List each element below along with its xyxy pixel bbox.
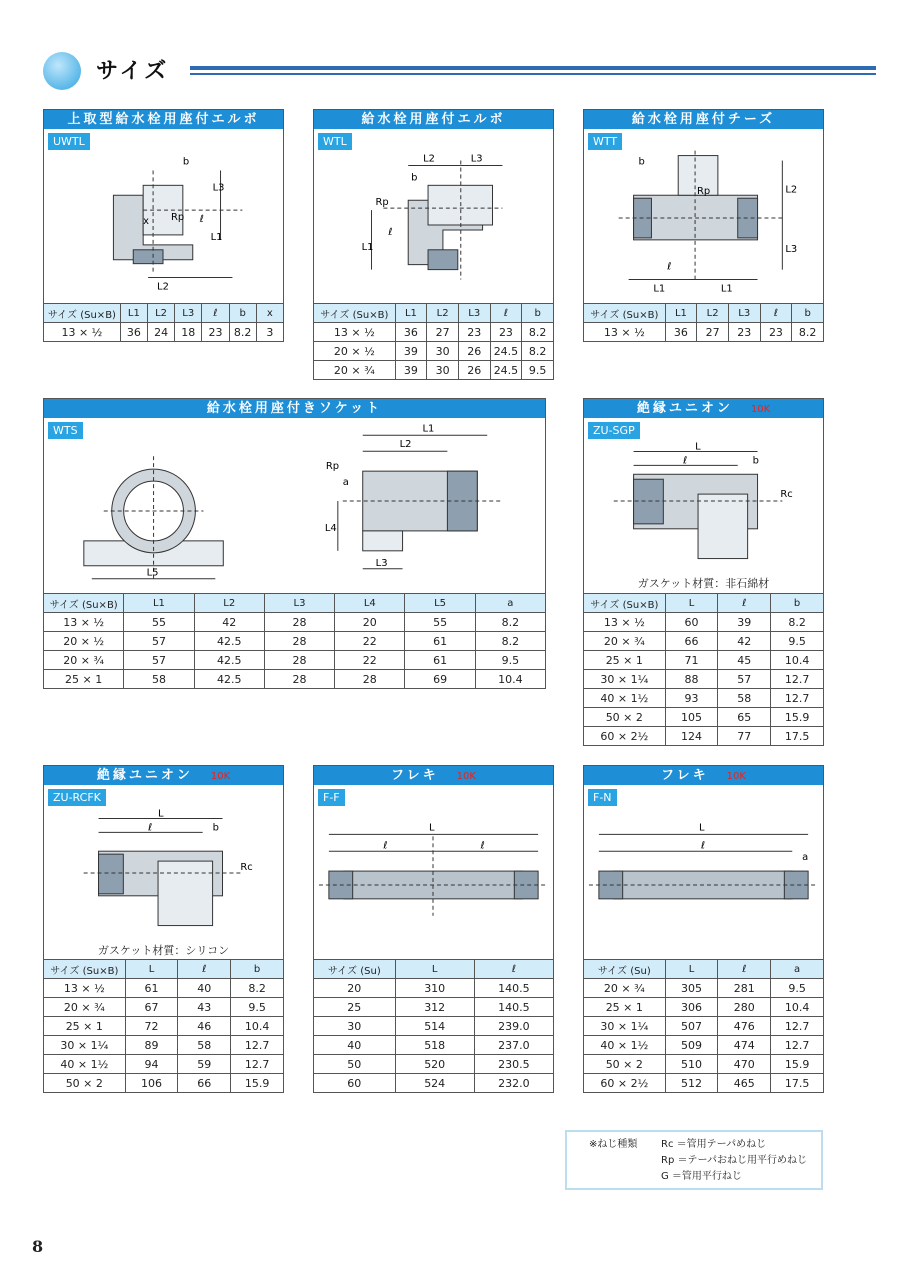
table-row: 13 × ½ 36 27 23 23 8.2: [584, 323, 824, 342]
table-row: 30 × 1¼ 88 57 12.7: [584, 670, 824, 689]
panel-title: 上取型給水栓用座付エルボ: [44, 110, 283, 129]
panel-title: フレキ 10K: [584, 766, 823, 785]
label-l: L: [158, 808, 164, 820]
panel-title: 絶縁ユニオン 10K: [584, 399, 823, 418]
table-row: 20 × ¾ 67 43 9.5: [44, 998, 284, 1017]
table-row: 40 518 237.0: [314, 1036, 554, 1055]
label-l: ℓ: [388, 226, 393, 238]
table-row: 30 514 239.0: [314, 1017, 554, 1036]
product-code: ZU-RCFK: [48, 789, 106, 806]
label-l: L: [429, 822, 435, 834]
label-l: L: [699, 822, 705, 834]
label-b: b: [182, 156, 190, 168]
gasket-caption: ガスケット材質：非石綿材: [637, 577, 770, 590]
table-row: 25 × 1 72 46 10.4: [44, 1017, 284, 1036]
panel-title: 給水栓用座付エルボ: [314, 110, 553, 129]
panel-wtt: [583, 109, 824, 342]
table-row: 25 × 1 306 280 10.4: [584, 998, 824, 1017]
table-row: 20 × ¾ 57 42.5 28 22 61 9.5: [44, 651, 546, 670]
wts-diagram: [44, 421, 545, 593]
spec-table: サイズ (Su×B) L1 L2 L3 L4 L5 a 13 × ½ 55 42 28 20 55 8.2 20 × ½ 57 42.5 28 22 61 8.2 20 × ¾ 57 42.5 28 22 61 9.5 25 × 1 58 42.5 28 28 69 10.4: [43, 593, 546, 689]
header-circle-icon: [43, 52, 81, 90]
label-l1b: L1: [720, 283, 733, 295]
table-row: 13 × ½ 61 40 8.2: [44, 979, 284, 998]
header-rule-thin: [190, 73, 876, 75]
table-row: 60 × 2½ 512 465 17.5: [584, 1074, 824, 1093]
table-row: 25 × 1 58 42.5 28 28 69 10.4: [44, 670, 546, 689]
page-number: 8: [32, 1237, 44, 1256]
product-code: F-F: [318, 789, 345, 806]
spec-table: サイズ (Su×B) L1 L2 L3 ℓ b 13 × ½ 36 27 23 23 8.2: [583, 303, 824, 342]
label-rc: Rc: [780, 489, 793, 501]
table-row: 13 × ½ 55 42 28 20 55 8.2: [44, 613, 546, 632]
product-code: WTL: [318, 133, 352, 150]
product-code: UWTL: [48, 133, 90, 150]
uwtl-diagram: [44, 150, 283, 298]
label-ell-left: ℓ: [383, 840, 388, 852]
table-row: 20 310 140.5: [314, 979, 554, 998]
label-rp: Rp: [170, 212, 185, 224]
header-rule: [190, 66, 876, 70]
panel-f-f: [313, 765, 554, 1093]
label-l2: L2: [157, 281, 169, 293]
f-n-diagram: [584, 806, 823, 956]
label-ell: ℓ: [683, 455, 688, 467]
panel-title: フレキ 10K: [314, 766, 553, 785]
table-row: 50 × 2 510 470 15.9: [584, 1055, 824, 1074]
panel-title: 給水栓用座付チーズ: [584, 110, 823, 129]
table-row: 20 × ¾ 39 30 26 24.5 9.5: [314, 361, 554, 380]
label-l1: L1: [361, 241, 374, 253]
table-row: 13 × ½ 36 27 23 23 8.2: [314, 323, 554, 342]
label-l3: L3: [470, 153, 483, 165]
table-row: 20 × ½ 57 42.5 28 22 61 8.2: [44, 632, 546, 651]
table-row: 30 × 1¼ 89 58 12.7: [44, 1036, 284, 1055]
f-f-diagram: [314, 806, 553, 956]
table-row: 30 × 1¼ 507 476 12.7: [584, 1017, 824, 1036]
page-title: サイズ: [96, 59, 170, 84]
label-b: b: [411, 172, 418, 184]
spec-table: サイズ (Su) L ℓ 20 310 140.5 25 312 140.5 30 514 239.0 40 518 237.0 50 520 230.5 60 524 232.0: [313, 959, 554, 1093]
panel-wtl: [313, 109, 554, 380]
table-row: 13 × ½ 60 39 8.2: [584, 613, 824, 632]
panel-zu-sgp: [583, 398, 824, 746]
label-l2: L2: [423, 153, 435, 165]
label-l1: L1: [422, 423, 435, 435]
label-l4: L4: [324, 522, 337, 534]
wtt-diagram: [584, 150, 823, 298]
panel-f-n: [583, 765, 824, 1093]
label-rp: Rp: [697, 186, 711, 198]
spec-table: サイズ (Su×B) L1 L2 L3 ℓ b 13 × ½ 36 27 23 23 8.2 20 × ½ 39 30 26 24.5 8.2 20 × ¾ 39 30 26 24.5 9.5: [313, 303, 554, 380]
label-l1a: L1: [653, 283, 666, 295]
label-l2: L2: [785, 184, 798, 196]
table-row: 50 × 2 105 65 15.9: [584, 708, 824, 727]
note-line: Rp ＝テーパおねじ用平行めねじ: [661, 1155, 807, 1166]
note-line: G ＝管用平行ねじ: [661, 1171, 742, 1182]
label-b: b: [212, 822, 219, 834]
table-row: 60 524 232.0: [314, 1074, 554, 1093]
table-row: 13 × ½ 36 24 18 23 8.2 3: [44, 323, 284, 342]
spec-table: サイズ (Su) L ℓ a 20 × ¾ 305 281 9.5 25 × 1 306 280 10.4 30 × 1¼ 507 476 12.7 40 × 1½ 509 474 12.7 50 × 2 510 470 15.9 60 × 2½ 512 465 17.5: [583, 959, 824, 1093]
zu-rcfk-diagram: [44, 806, 283, 941]
note-heading: ※ねじ種類: [589, 1139, 638, 1150]
wtl-diagram: [314, 150, 553, 298]
label-l3: L3: [212, 182, 225, 194]
table-row: 20 × ½ 39 30 26 24.5 8.2: [314, 342, 554, 361]
gasket-caption: ガスケット材質：シリコン: [97, 944, 230, 957]
table-row: 25 312 140.5: [314, 998, 554, 1017]
table-row: 40 × 1½ 94 59 12.7: [44, 1055, 284, 1074]
label-l: ℓ: [199, 214, 204, 226]
label-ell: ℓ: [701, 840, 706, 852]
label-x: x: [143, 216, 150, 227]
panel-wts: [43, 398, 546, 689]
spec-table: サイズ (Su×B) L1 L2 L3 ℓ b x 13 × ½ 36 24 18 23 8.2 3: [43, 303, 284, 342]
label-l5: L5: [146, 567, 159, 579]
panel-uwtl: [43, 109, 284, 342]
table-row: 50 × 2 106 66 15.9: [44, 1074, 284, 1093]
label-ell: ℓ: [148, 822, 153, 834]
table-row: 25 × 1 71 45 10.4: [584, 651, 824, 670]
label-l2: L2: [399, 439, 412, 451]
product-code: F-N: [588, 789, 617, 806]
label-a: a: [802, 852, 809, 864]
spec-table: サイズ (Su×B) L ℓ b 13 × ½ 61 40 8.2 20 × ¾ 67 43 9.5 25 × 1 72 46 10.4 30 × 1¼ 89 58 12.7 40 × 1½ 94 59 12.7 50 × 2 106 66 15.9: [43, 959, 284, 1093]
zu-sgp-diagram: [584, 439, 823, 574]
product-code: WTS: [48, 422, 83, 439]
label-l: ℓ: [667, 261, 672, 273]
product-code: WTT: [588, 133, 622, 150]
label-a: a: [342, 477, 349, 489]
table-row: 40 × 1½ 509 474 12.7: [584, 1036, 824, 1055]
table-row: 60 × 2½ 124 77 17.5: [584, 727, 824, 746]
label-l3: L3: [375, 557, 388, 569]
table-row: 50 520 230.5: [314, 1055, 554, 1074]
table-row: 20 × ¾ 66 42 9.5: [584, 632, 824, 651]
table-row: 40 × 1½ 93 58 12.7: [584, 689, 824, 708]
label-rp: Rp: [325, 461, 340, 473]
note-line: Rc ＝管用テーパめねじ: [661, 1139, 767, 1150]
product-code: ZU-SGP: [588, 422, 640, 439]
label-b: b: [638, 156, 645, 168]
label-l1: L1: [210, 231, 223, 243]
table-row: 20 × ¾ 305 281 9.5: [584, 979, 824, 998]
label-rp: Rp: [375, 197, 389, 209]
label-ell-right: ℓ: [480, 840, 485, 852]
panel-title: 絶縁ユニオン 10K: [44, 766, 283, 785]
spec-table: サイズ (Su×B) L ℓ b 13 × ½ 60 39 8.2 20 × ¾ 66 42 9.5 25 × 1 71 45 10.4 30 × 1¼ 88 57 12.7 40 × 1½ 93 58 12.7 50 × 2 105 65 15.9 60 × 2½ 124 77 17.5: [583, 593, 824, 746]
thread-type-note: [565, 1130, 823, 1190]
panel-title: 給水栓用座付きソケット: [44, 399, 545, 418]
label-b: b: [752, 455, 759, 467]
label-rc: Rc: [240, 862, 253, 874]
panel-zu-rcfk: [43, 765, 284, 1093]
label-l3: L3: [785, 243, 798, 255]
label-l: L: [695, 441, 701, 453]
